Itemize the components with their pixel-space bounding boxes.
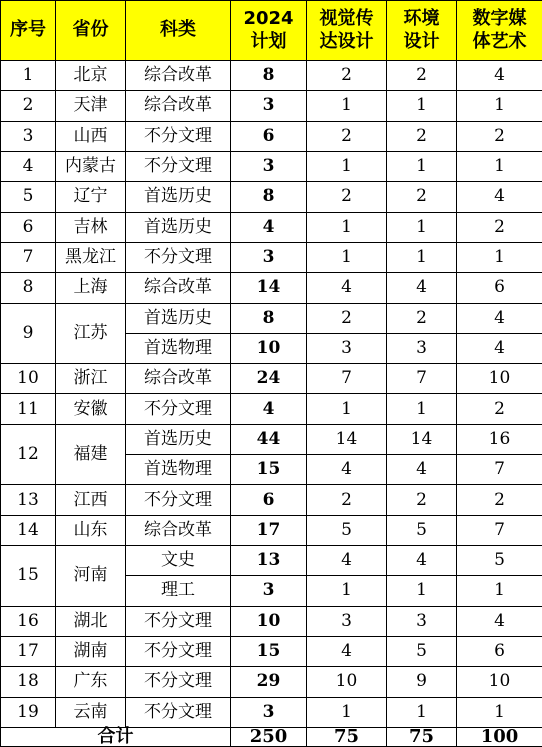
row-category: 首选物理 (126, 455, 231, 485)
row-digital: 5 (457, 546, 542, 576)
row-province: 湖南 (56, 636, 126, 666)
row-plan: 8 (231, 61, 307, 91)
row-digital: 1 (457, 697, 542, 727)
row-category: 不分文理 (126, 242, 231, 272)
row-visual: 7 (307, 364, 387, 394)
row-category: 不分文理 (126, 151, 231, 181)
row-index: 1 (1, 61, 56, 91)
row-plan: 29 (231, 667, 307, 697)
row-visual: 2 (307, 303, 387, 333)
row-province: 上海 (56, 273, 126, 303)
table-row (1, 424, 542, 454)
row-category: 不分文理 (126, 636, 231, 666)
row-visual: 1 (307, 91, 387, 121)
row-province: 吉林 (56, 212, 126, 242)
row-plan: 3 (231, 576, 307, 606)
row-index: 9 (1, 303, 56, 364)
row-visual: 1 (307, 212, 387, 242)
total-label: 合计 (1, 728, 231, 747)
row-environment: 1 (387, 151, 457, 181)
header-digital-media-art (457, 1, 542, 61)
row-province: 江苏 (56, 303, 126, 364)
row-province: 广东 (56, 667, 126, 697)
table-row (1, 212, 542, 242)
table-row (1, 121, 542, 151)
row-category: 综合改革 (126, 91, 231, 121)
row-index: 12 (1, 424, 56, 485)
header-env-line1: 环境 (403, 8, 440, 29)
row-plan: 8 (231, 303, 307, 333)
row-digital: 10 (457, 364, 542, 394)
header-digital-line2: 体艺术 (472, 30, 527, 52)
row-category: 综合改革 (126, 364, 231, 394)
table-row (1, 242, 542, 272)
row-environment: 2 (387, 182, 457, 212)
header-visual-design (307, 1, 387, 61)
row-province: 辽宁 (56, 182, 126, 212)
row-index: 17 (1, 636, 56, 666)
table-row (1, 364, 542, 394)
row-visual: 2 (307, 485, 387, 515)
total-environment: 75 (387, 728, 457, 747)
row-environment: 1 (387, 242, 457, 272)
row-digital: 7 (457, 515, 542, 545)
row-environment: 14 (387, 424, 457, 454)
row-digital: 4 (457, 182, 542, 212)
header-visual-line2: 达设计 (319, 30, 374, 52)
row-index: 7 (1, 242, 56, 272)
total-digital: 100 (457, 728, 542, 747)
row-visual: 14 (307, 424, 387, 454)
row-plan: 4 (231, 394, 307, 424)
row-index: 3 (1, 121, 56, 151)
row-plan: 3 (231, 91, 307, 121)
row-category: 理工 (126, 576, 231, 606)
row-digital: 7 (457, 455, 542, 485)
row-visual: 10 (307, 667, 387, 697)
row-visual: 2 (307, 61, 387, 91)
header-environment-design (387, 1, 457, 61)
header-province: 省份 (56, 1, 126, 61)
header-row (1, 1, 542, 61)
row-index: 8 (1, 273, 56, 303)
row-province: 山东 (56, 515, 126, 545)
table-row (1, 667, 542, 697)
row-province: 福建 (56, 424, 126, 485)
row-visual: 5 (307, 515, 387, 545)
row-plan: 13 (231, 546, 307, 576)
row-category: 文史 (126, 546, 231, 576)
row-environment: 1 (387, 576, 457, 606)
row-environment: 9 (387, 667, 457, 697)
row-province: 北京 (56, 61, 126, 91)
row-province: 黑龙江 (56, 242, 126, 272)
row-digital: 6 (457, 273, 542, 303)
header-plan-line2: 计划 (250, 30, 287, 52)
row-plan: 6 (231, 485, 307, 515)
row-plan: 4 (231, 212, 307, 242)
row-index: 5 (1, 182, 56, 212)
table-row (1, 151, 542, 181)
table-row (1, 303, 542, 333)
row-index: 18 (1, 667, 56, 697)
row-category: 首选历史 (126, 182, 231, 212)
row-plan: 3 (231, 697, 307, 727)
row-visual: 4 (307, 455, 387, 485)
row-digital: 2 (457, 394, 542, 424)
row-category: 首选历史 (126, 303, 231, 333)
table-row (1, 61, 542, 91)
row-province: 河南 (56, 546, 126, 607)
row-province: 云南 (56, 697, 126, 727)
table-row (1, 515, 542, 545)
row-digital: 6 (457, 636, 542, 666)
row-index: 11 (1, 394, 56, 424)
header-category: 科类 (126, 1, 231, 61)
table-body (1, 61, 542, 728)
row-environment: 1 (387, 91, 457, 121)
table-row (1, 273, 542, 303)
row-digital: 4 (457, 606, 542, 636)
row-digital: 1 (457, 91, 542, 121)
row-index: 19 (1, 697, 56, 727)
row-digital: 1 (457, 151, 542, 181)
row-visual: 1 (307, 394, 387, 424)
row-environment: 4 (387, 546, 457, 576)
header-env-line2: 设计 (403, 30, 440, 52)
row-category: 综合改革 (126, 515, 231, 545)
row-category: 首选物理 (126, 333, 231, 363)
row-category: 不分文理 (126, 697, 231, 727)
total-plan: 250 (231, 728, 307, 747)
row-visual: 2 (307, 182, 387, 212)
row-province: 江西 (56, 485, 126, 515)
row-category: 不分文理 (126, 667, 231, 697)
row-digital: 2 (457, 485, 542, 515)
header-plan (231, 1, 307, 61)
row-visual: 1 (307, 242, 387, 272)
table-row (1, 636, 542, 666)
row-category: 首选历史 (126, 424, 231, 454)
row-environment: 3 (387, 606, 457, 636)
row-environment: 4 (387, 455, 457, 485)
row-index: 13 (1, 485, 56, 515)
row-plan: 10 (231, 606, 307, 636)
row-province: 安徽 (56, 394, 126, 424)
row-index: 16 (1, 606, 56, 636)
row-environment: 2 (387, 485, 457, 515)
table-row (1, 606, 542, 636)
row-environment: 1 (387, 212, 457, 242)
row-visual: 4 (307, 273, 387, 303)
row-visual: 1 (307, 697, 387, 727)
row-digital: 1 (457, 242, 542, 272)
row-category: 不分文理 (126, 394, 231, 424)
row-plan: 3 (231, 151, 307, 181)
row-plan: 3 (231, 242, 307, 272)
row-province: 天津 (56, 91, 126, 121)
row-index: 14 (1, 515, 56, 545)
table-row (1, 182, 542, 212)
table-row (1, 485, 542, 515)
header-visual-line1: 视觉传 (319, 8, 374, 29)
row-province: 山西 (56, 121, 126, 151)
row-visual: 4 (307, 546, 387, 576)
row-plan: 44 (231, 424, 307, 454)
row-digital: 10 (457, 667, 542, 697)
total-row (1, 728, 542, 747)
row-visual: 1 (307, 576, 387, 606)
row-index: 2 (1, 91, 56, 121)
row-environment: 3 (387, 333, 457, 363)
row-province: 浙江 (56, 364, 126, 394)
row-plan: 6 (231, 121, 307, 151)
table-row (1, 91, 542, 121)
row-plan: 10 (231, 333, 307, 363)
row-category: 不分文理 (126, 121, 231, 151)
row-environment: 2 (387, 303, 457, 333)
row-digital: 16 (457, 424, 542, 454)
header-index: 序号 (1, 1, 56, 61)
row-digital: 1 (457, 576, 542, 606)
row-province: 湖北 (56, 606, 126, 636)
table-row (1, 394, 542, 424)
row-index: 4 (1, 151, 56, 181)
row-visual: 3 (307, 606, 387, 636)
row-plan: 15 (231, 455, 307, 485)
row-environment: 1 (387, 394, 457, 424)
row-index: 6 (1, 212, 56, 242)
row-index: 10 (1, 364, 56, 394)
row-province: 内蒙古 (56, 151, 126, 181)
row-digital: 2 (457, 121, 542, 151)
row-plan: 14 (231, 273, 307, 303)
row-environment: 2 (387, 61, 457, 91)
row-digital: 4 (457, 303, 542, 333)
row-category: 不分文理 (126, 485, 231, 515)
row-environment: 5 (387, 515, 457, 545)
table-row (1, 697, 542, 727)
row-environment: 2 (387, 121, 457, 151)
row-category: 综合改革 (126, 273, 231, 303)
row-plan: 15 (231, 636, 307, 666)
row-plan: 24 (231, 364, 307, 394)
row-digital: 2 (457, 212, 542, 242)
row-environment: 4 (387, 273, 457, 303)
row-visual: 2 (307, 121, 387, 151)
table-row (1, 546, 542, 576)
row-plan: 17 (231, 515, 307, 545)
row-visual: 1 (307, 151, 387, 181)
row-digital: 4 (457, 333, 542, 363)
row-category: 首选历史 (126, 212, 231, 242)
row-category: 不分文理 (126, 606, 231, 636)
header-plan-line1: 2024 (243, 8, 294, 29)
header-digital-line1: 数字媒 (472, 8, 527, 29)
row-digital: 4 (457, 61, 542, 91)
row-visual: 3 (307, 333, 387, 363)
row-environment: 5 (387, 636, 457, 666)
row-environment: 7 (387, 364, 457, 394)
row-visual: 4 (307, 636, 387, 666)
row-index: 15 (1, 546, 56, 607)
row-category: 综合改革 (126, 61, 231, 91)
row-environment: 1 (387, 697, 457, 727)
total-visual: 75 (307, 728, 387, 747)
row-plan: 8 (231, 182, 307, 212)
